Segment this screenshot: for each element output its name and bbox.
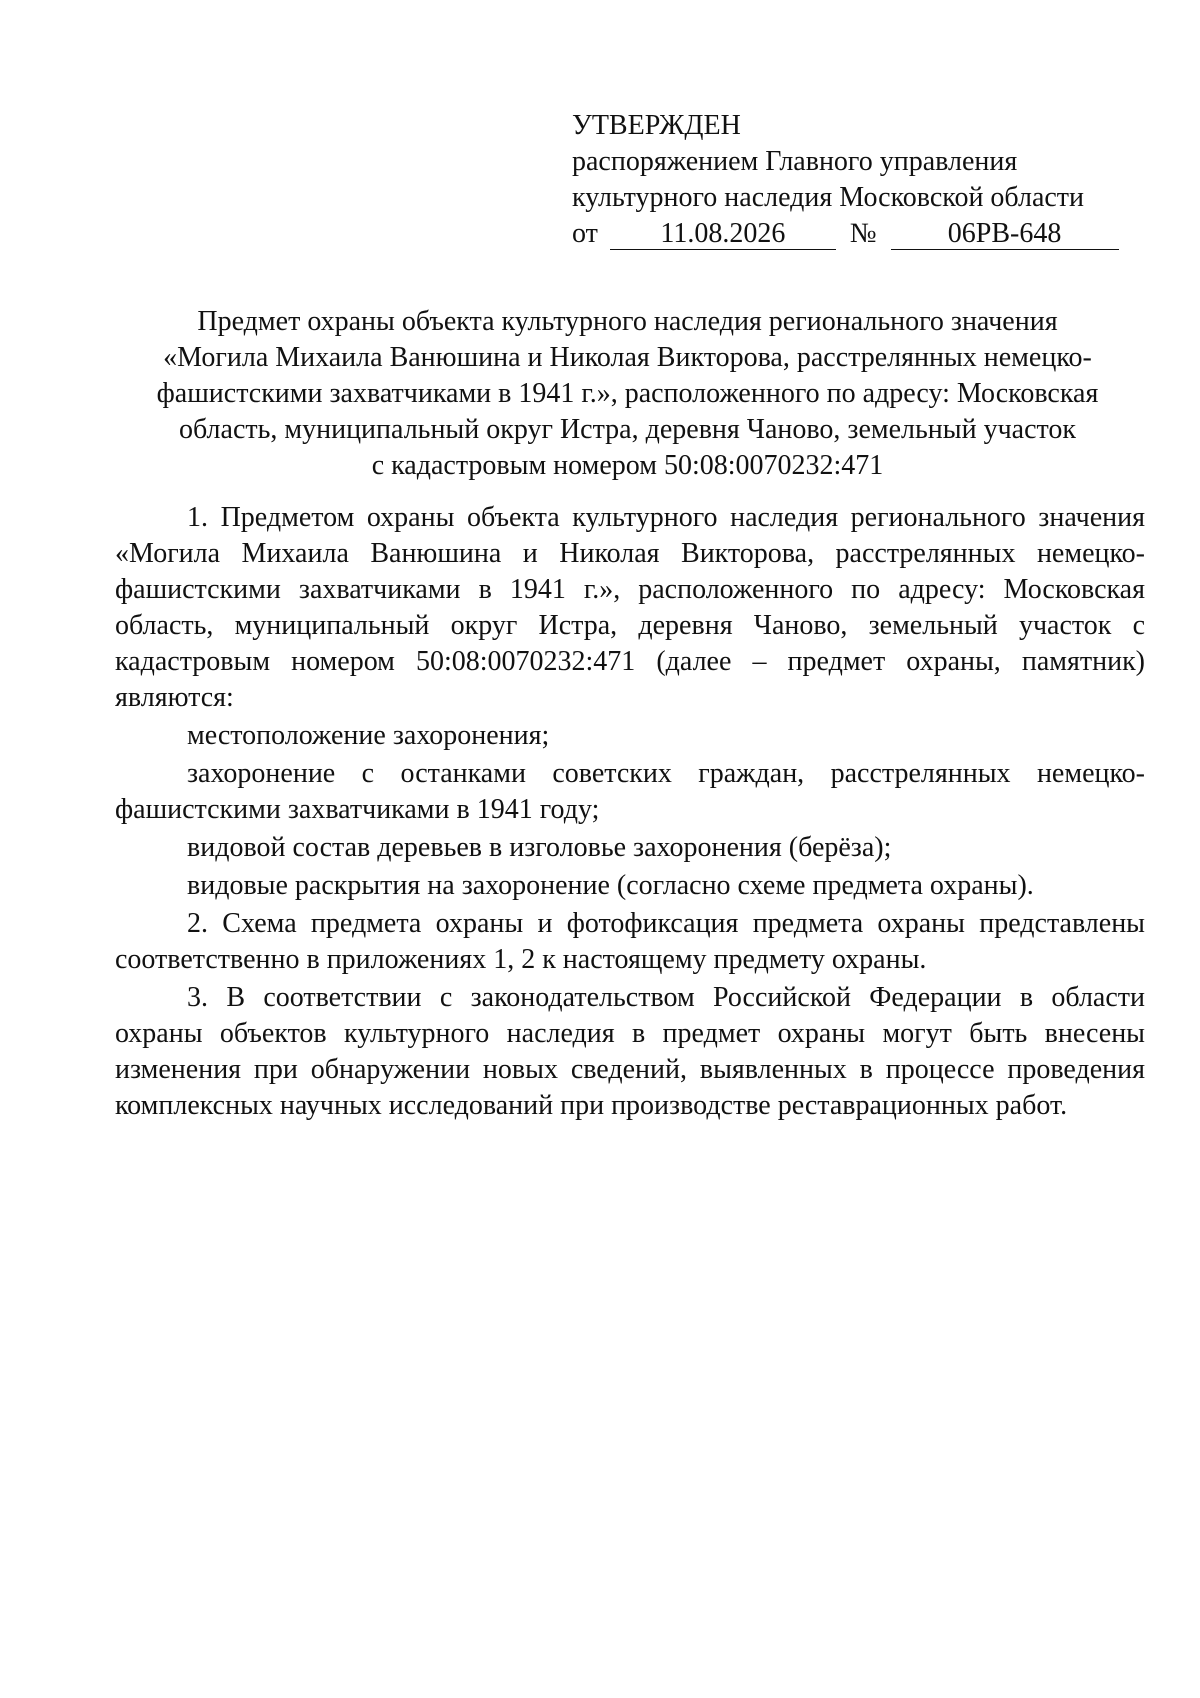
document-body xyxy=(115,500,1145,1124)
title-line: «Могила Михаила Ванюшина и Николая Викторова, расстрелянных немецко- xyxy=(163,342,1092,373)
approval-date: 11.08.2026 xyxy=(610,219,836,250)
list-item-burial: захоронение с останками советских граждан, расстрелянных немецко-фашистскими захватчиками в 1941 году; xyxy=(115,758,1145,825)
paragraph-1: 1. Предметом охраны объекта культурного наследия регионального значения «Могила Михаила Ванюшина и Николая Викторова, расстрелянных немецко-фашистскими захватчиками в 1941 г.», расположенного по адресу: Московская область, муниципальный округ Истра, деревня Чаново, земельный участок с кадастровым номером 50:08:0070232:471 (далее – предмет охраны, памятник) являются: xyxy=(115,502,1145,713)
list-item-trees: видовой состав деревьев в изголовье захоронения (берёза); xyxy=(187,832,892,863)
list-item-views: видовые раскрытия на захоронение (согласно схеме предмета охраны). xyxy=(187,870,1034,901)
title-line: область, муниципальный округ Истра, деревня Чаново, земельный участок xyxy=(179,414,1076,445)
approval-date-line xyxy=(572,216,1132,252)
from-label: от xyxy=(572,218,598,249)
approval-line-2: культурного наследия Московской области xyxy=(572,182,1085,213)
paragraph-3: 3. В соответствии с законодательством Российской Федерации в области охраны объектов культурного наследия в предмет охраны могут быть внесены изменения при обнаружении новых сведений, выявленных в процессе проведения комплексных научных исследований при производстве реставрационных работ. xyxy=(115,982,1145,1121)
list-item-location: местоположение захоронения; xyxy=(187,720,550,751)
number-sign: № xyxy=(849,218,877,249)
approval-block xyxy=(572,108,1132,252)
document-title xyxy=(120,304,1135,484)
title-line: фашистскими захватчиками в 1941 г.», расположенного по адресу: Московская xyxy=(156,378,1099,409)
paragraph-2: 2. Схема предмета охраны и фотофиксация предмета охраны представлены соответственно в приложениях 1, 2 к настоящему предмету охраны. xyxy=(115,908,1145,975)
approval-line-1: распоряжением Главного управления xyxy=(572,146,1018,177)
title-line: Предмет охраны объекта культурного наследия регионального значения xyxy=(197,306,1058,337)
approval-heading: УТВЕРЖДЕН xyxy=(572,110,741,141)
title-line: с кадастровым номером 50:08:0070232:471 xyxy=(371,450,884,481)
approval-number: 06РВ-648 xyxy=(891,219,1119,250)
